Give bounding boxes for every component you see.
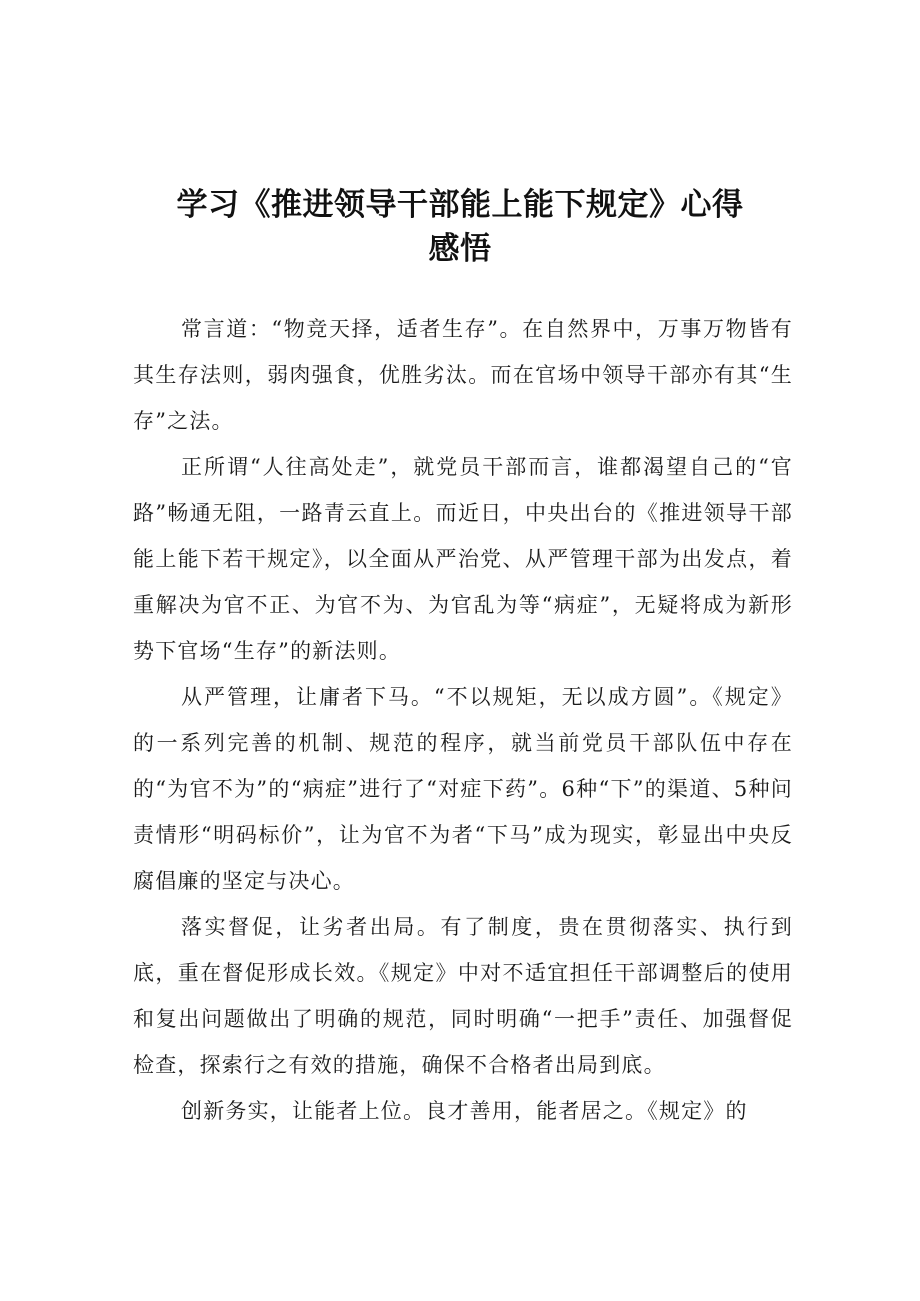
paragraph-5: 创新务实，让能者上位。良才善用，能者居之。《规定》的: [181, 1099, 748, 1123]
paragraph-1: 常言道：“物竞天择，适者生存”。在自然界中，万事万物皆有其生存法则，弱肉强食，优胜劣汰。而在官场中领导干部亦有其“生存”之法。: [133, 317, 793, 433]
document-body: [133, 306, 793, 1134]
paragraph-4: 落实督促，让劣者出局。有了制度，贵在贯彻落实、执行到底，重在督促形成长效。《规定》中对不适宜担任干部调整后的使用和复出问题做出了明确的规范，同时明确“一把手”责任、加强督促检查，探索行之有效的措施，确保不合格者出局到底。: [133, 915, 793, 1077]
paragraph-3: 从严管理，让庸者下马。“不以规矩，无以成方圆”。《规定》的一系列完善的机制、规范的程序，就当前党员干部队伍中存在的“为官不为”的“病症”进行了“对症下药”。6种“下”的渠道、5种问责情形“明码标价”，让为官不为者“下马”成为现实，彰显出中央反腐倡廉的坚定与决心。: [133, 685, 793, 893]
title-line-1: 学习《推进领导干部能上能下规定》心得: [176, 186, 744, 223]
title-line-2: 感悟: [428, 230, 492, 267]
document-title: [120, 183, 800, 271]
paragraph-2: 正所谓“人往高处走”，就党员干部而言，谁都渴望自己的“官路”畅通无阻，一路青云直上。而近日，中央出台的《推进领导干部能上能下若干规定》，以全面从严治党、从严管理干部为出发点，着重解决为官不正、为官不为、为官乱为等“病症”，无疑将成为新形势下官场“生存”的新法则。: [133, 455, 793, 663]
